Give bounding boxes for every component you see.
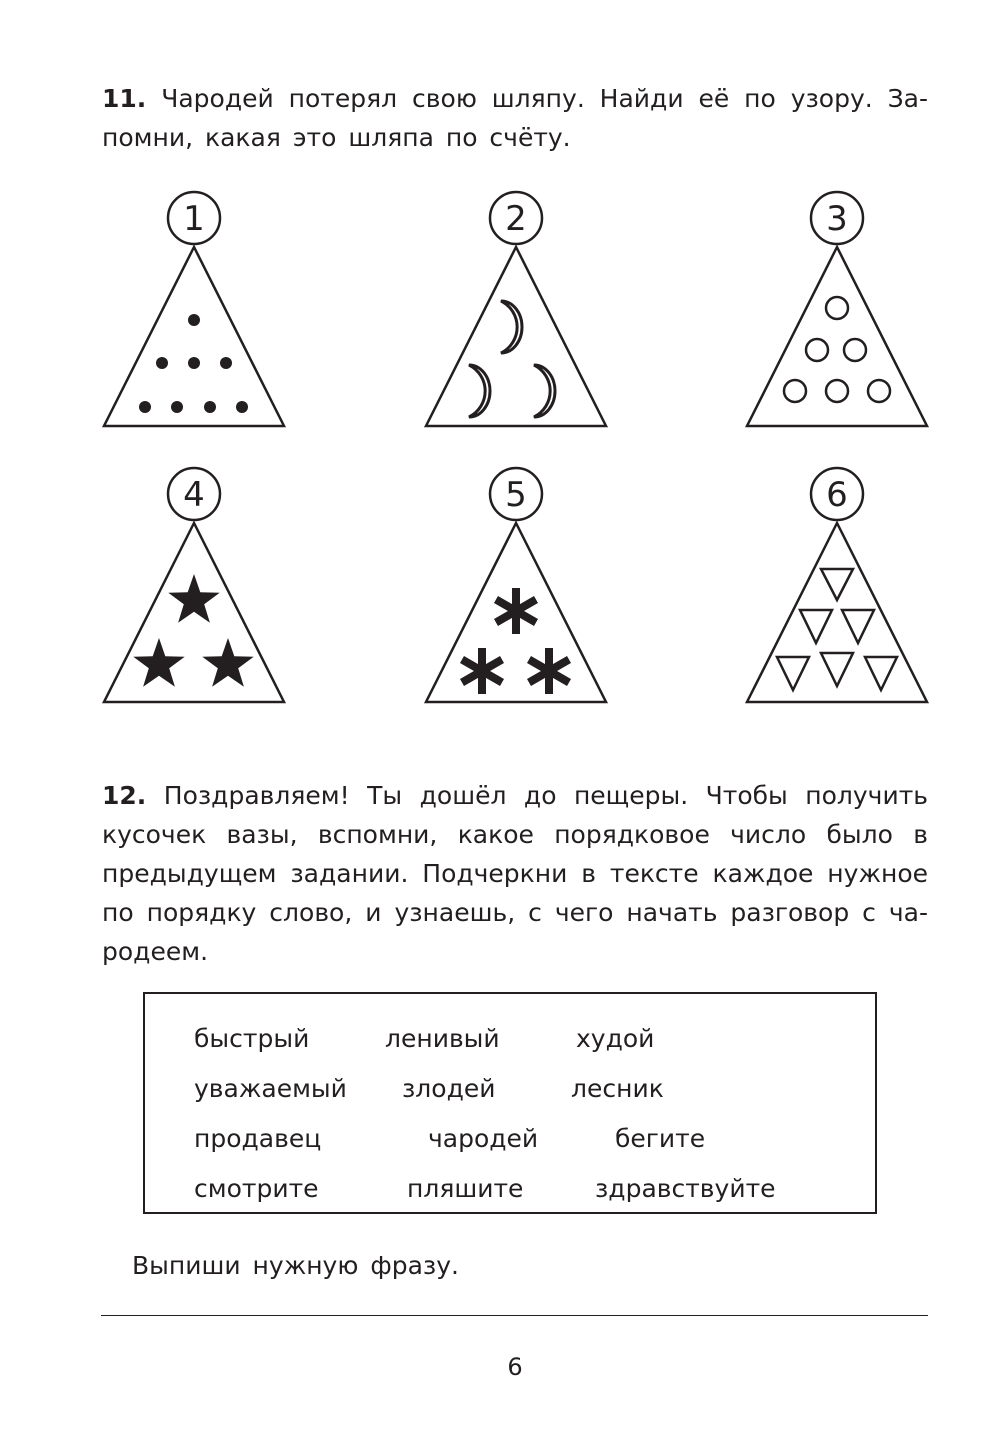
- instruction-text: Выпиши нужную фразу.: [132, 1251, 459, 1280]
- word-item[interactable]: бегите: [615, 1124, 706, 1153]
- word-item[interactable]: чародей: [428, 1124, 539, 1153]
- task-12-line-1: [102, 776, 928, 815]
- word-item[interactable]: ленивый: [385, 1024, 500, 1053]
- word-item[interactable]: злодей: [402, 1074, 496, 1103]
- word-item[interactable]: уважаемый: [194, 1074, 347, 1103]
- hat-3-number: 3: [826, 199, 848, 239]
- circles-pattern: [784, 297, 890, 402]
- hat-2[interactable]: [421, 189, 611, 399]
- task-11-line-1: [102, 79, 928, 118]
- task-11-number: 11.: [102, 84, 147, 113]
- triangles-pattern: [777, 569, 897, 690]
- task-12-line-2: кусочек вазы, вспомни, какое порядковое число было в: [102, 820, 928, 849]
- hat-4[interactable]: [99, 465, 289, 675]
- dots-pattern: [139, 314, 248, 413]
- answer-line[interactable]: [101, 1315, 928, 1316]
- task-11-text: [102, 79, 928, 157]
- hat-5-number: 5: [505, 475, 527, 515]
- task-12-line-5: родеем.: [102, 937, 209, 966]
- hat-6[interactable]: [742, 465, 932, 675]
- word-item[interactable]: смотрите: [194, 1174, 319, 1203]
- word-item[interactable]: худой: [576, 1024, 655, 1053]
- hat-2-number: 2: [505, 199, 527, 239]
- hat-6-number: 6: [826, 475, 848, 515]
- asterisks-pattern: [462, 588, 569, 694]
- stars-pattern: [133, 574, 253, 687]
- hat-1-number: 1: [183, 199, 205, 239]
- hat-1[interactable]: [99, 189, 289, 399]
- hat-5[interactable]: [421, 465, 611, 675]
- word-box: [143, 992, 877, 1214]
- word-item[interactable]: лесник: [571, 1074, 664, 1103]
- word-item[interactable]: быстрый: [194, 1024, 310, 1053]
- task-12-line-1-text: Поздравляем! Ты дошёл до пещеры. Чтобы получить: [163, 781, 928, 810]
- word-item[interactable]: здравствуйте: [595, 1174, 776, 1203]
- word-item[interactable]: пляшите: [407, 1174, 524, 1203]
- page-number: 6: [507, 1353, 523, 1381]
- hat-3[interactable]: [742, 189, 932, 399]
- task-11-line-1-text: Чародей потерял свою шляпу. Найди её по узору. За-: [161, 84, 928, 113]
- word-item[interactable]: продавец: [194, 1124, 322, 1153]
- hat-4-number: 4: [183, 475, 205, 515]
- task-12-line-3: предыдущем задании. Подчеркни в тексте каждое нужное: [102, 859, 928, 888]
- task-12-number: 12.: [102, 781, 147, 810]
- task-11-line-2: помни, какая это шляпа по счёту.: [102, 123, 571, 152]
- task-12-line-4: по порядку слово, и узнаешь, с чего начать разговор с ча-: [102, 898, 928, 927]
- moons-pattern: [469, 301, 555, 417]
- task-12-text: [102, 776, 928, 971]
